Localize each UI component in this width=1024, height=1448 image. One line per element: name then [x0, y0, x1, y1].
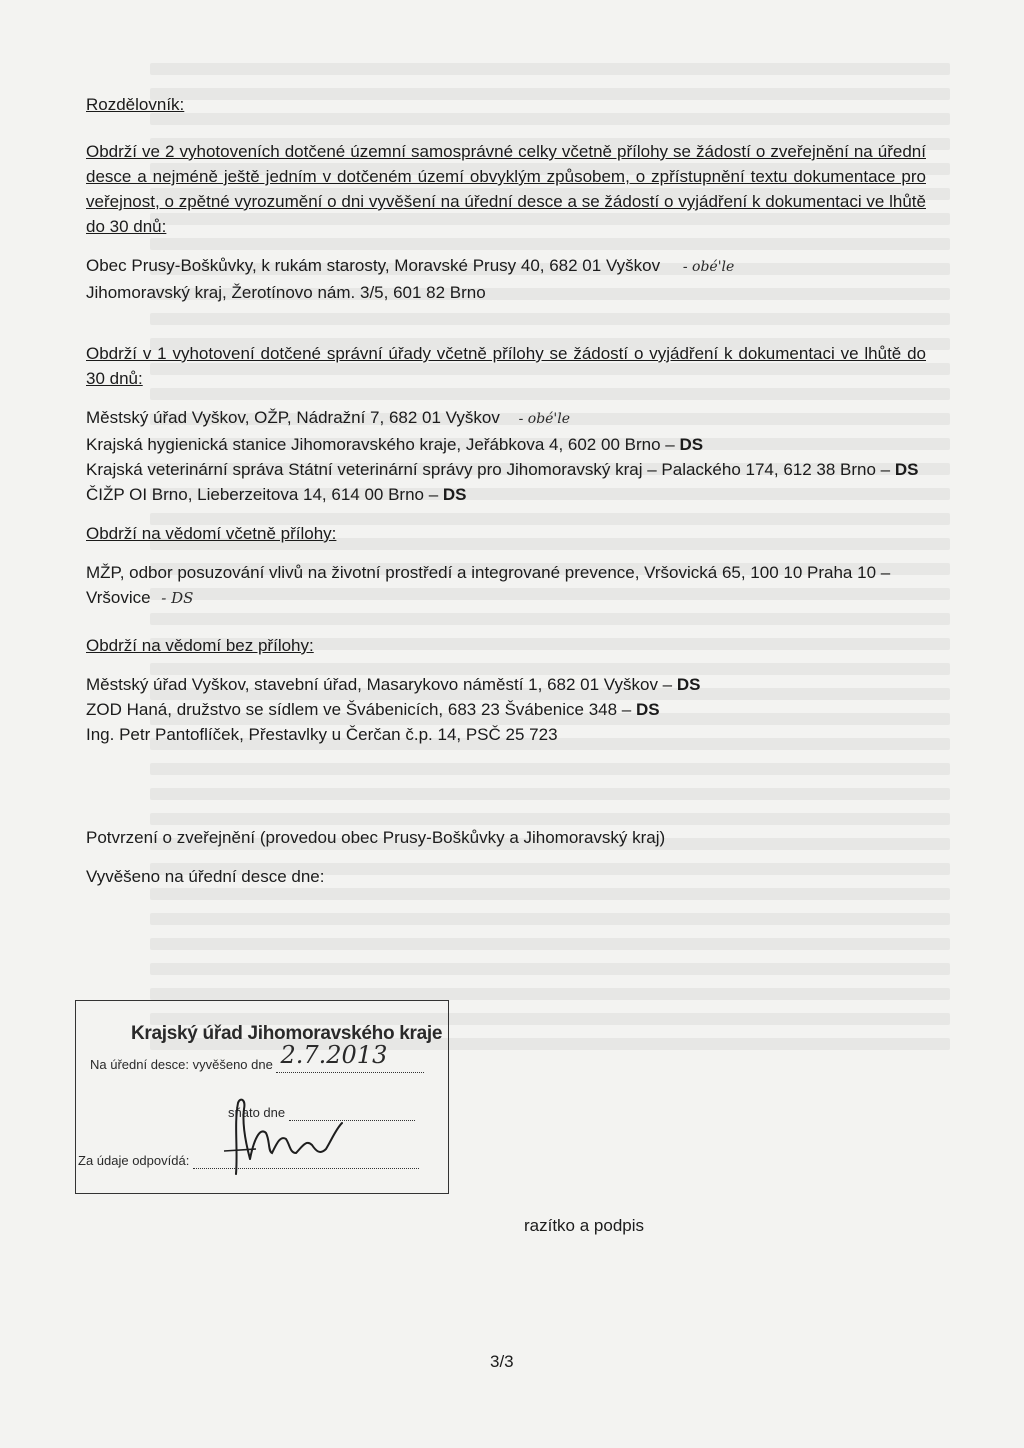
- handwritten-note: - obé'le: [518, 411, 571, 427]
- stamp-caption: razítko a podpis: [524, 1216, 645, 1235]
- group2-item: ČIŽP OI Brno, Lieberzeitova 14, 614 00 Brno – DS: [86, 485, 467, 504]
- handwritten-signature: [216, 1089, 416, 1179]
- group2-item: Krajská veterinární správa Státní veterinární správy pro Jihomoravský kraj – Palackého 174, 612 38 Brno – DS: [86, 460, 919, 479]
- group1-heading: Obdrží ve 2 vyhotoveních dotčené územní samosprávné celky včetně přílohy se žádostí o zveřejnění na úřední desce a nejméně ještě jedním v dotčeném území obvyklým způsobem, o zpřístupnění textu dokumentace pro veřejnost, o zpětné vyrozumění o dni vyvěšení na úřední desce a se žádostí o vyjádření k dokumentaci ve lhůtě do 30 dnů:: [86, 142, 926, 236]
- group4-item: ZOD Haná, družstvo se sídlem ve Švábenicích, 683 23 Švábenice 348 – DS: [86, 700, 660, 719]
- group4-item: Ing. Petr Pantoflíček, Přestavlky u Čerčan č.p. 14, PSČ 25 723: [86, 725, 558, 744]
- group3-item: MŽP, odbor posuzování vlivů na životní prostředí a integrované prevence, Vršovická 65, 100 10 Praha 10 – Vršovice - DS: [86, 563, 891, 607]
- group2-item: Krajská hygienická stanice Jihomoravského kraje, Jeřábkova 4, 602 00 Brno – DS: [86, 435, 704, 454]
- page-number: 3/3: [490, 1352, 514, 1371]
- handwritten-date: 2.7.2013: [280, 1041, 388, 1069]
- stamp-title: Krajský úřad Jihomoravského kraje: [131, 1023, 443, 1044]
- distribution-list: [86, 92, 926, 889]
- group1-item: Obec Prusy-Boškůvky, k rukám starosty, Moravské Prusy 40, 682 01 Vyškov - obé'le: [86, 256, 735, 275]
- group4-item: Městský úřad Vyškov, stavební úřad, Masarykovo náměstí 1, 682 01 Vyškov – DS: [86, 675, 701, 694]
- group3-heading: Obdrží na vědomí včetně přílohy:: [86, 524, 337, 543]
- stamp-responsible-line: Za údaje odpovídá:: [78, 1153, 419, 1169]
- distribution-title: Rozdělovník:: [86, 95, 185, 114]
- official-stamp: [75, 1000, 449, 1194]
- group2-heading: Obdrží v 1 vyhotovení dotčené správní úřady včetně přílohy se žádostí o vyjádření k dokumentaci ve lhůtě do 30 dnů:: [86, 344, 926, 388]
- group2-item: Městský úřad Vyškov, OŽP, Nádražní 7, 682 01 Vyškov - obé'le: [86, 408, 571, 427]
- stamp-posted-line: Na úřední desce: vyvěšeno dne 2.7.2013: [90, 1057, 424, 1073]
- group4-heading: Obdrží na vědomí bez přílohy:: [86, 636, 314, 655]
- handwritten-note: - DS: [161, 589, 194, 607]
- confirmation-text: Potvrzení o zveřejnění (provedou obec Prusy-Boškůvky a Jihomoravský kraj): [86, 828, 666, 847]
- posted-label: Vyvěšeno na úřední desce dne:: [86, 867, 325, 886]
- group1-item: Jihomoravský kraj, Žerotínovo nám. 3/5, 601 82 Brno: [86, 283, 486, 302]
- stamp-removed-line: sňato dne: [228, 1105, 415, 1121]
- handwritten-note: - obé'le: [682, 259, 735, 275]
